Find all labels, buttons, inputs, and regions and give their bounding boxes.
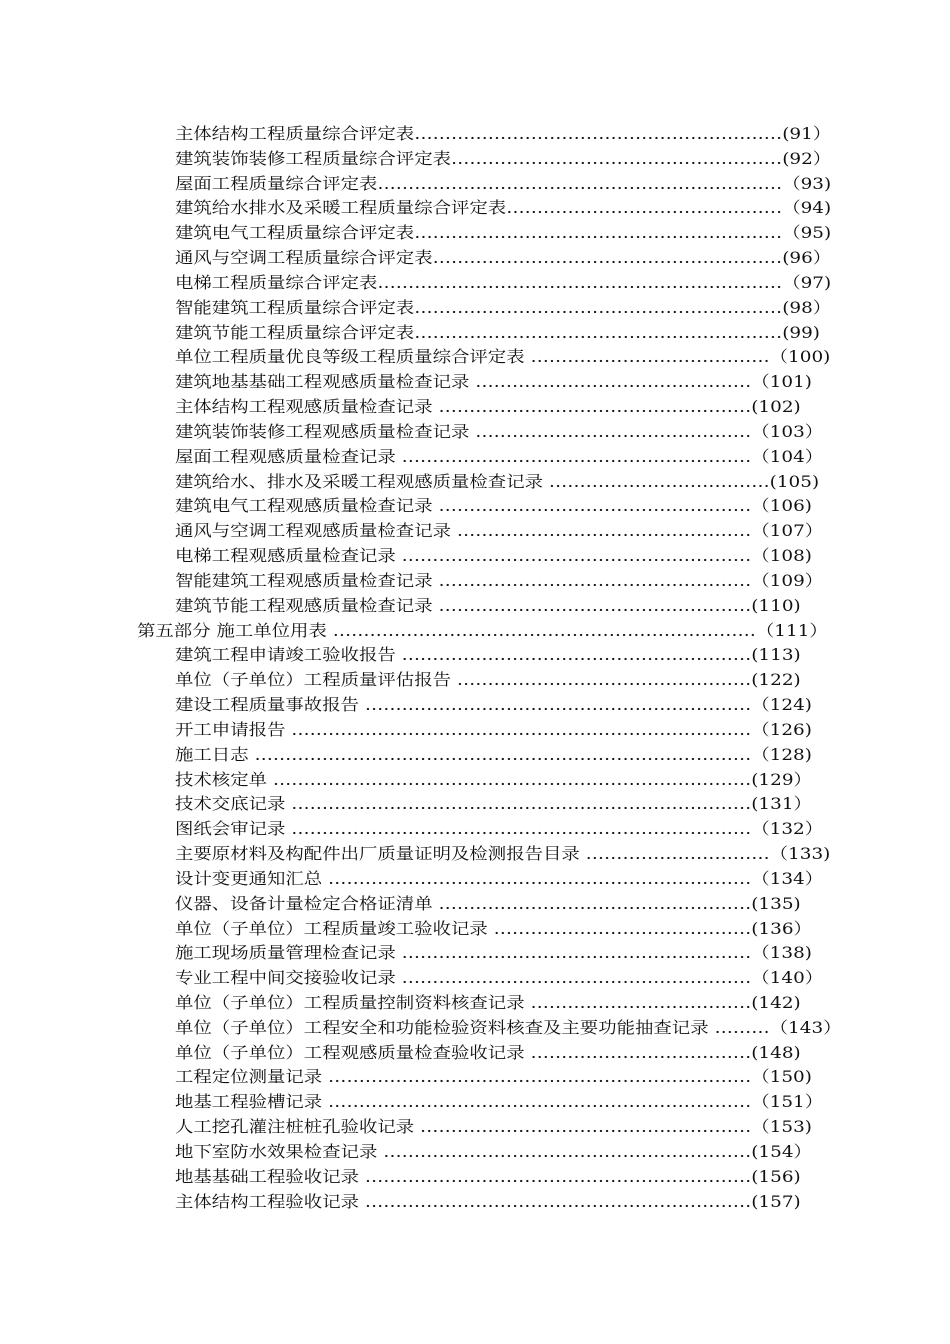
- toc-entry: [0, 941, 950, 966]
- toc-entry: [0, 147, 950, 172]
- toc-entry-text: 单位（子单位）工程质量控制资料核查记录 ………………………………(142): [175, 992, 801, 1012]
- toc-entry-text: 屋面工程观感质量检查记录 …………………………………………………（104）: [175, 446, 824, 466]
- toc-entry: [0, 842, 950, 867]
- toc-entry: [0, 1165, 950, 1190]
- toc-entry: [0, 917, 950, 942]
- toc-entry: [0, 643, 950, 668]
- toc-entry: [0, 1065, 950, 1090]
- toc-entry-text: 工程定位测量记录 ……………………………………………………………（150): [175, 1067, 812, 1087]
- toc-entry-text: 设计变更通知汇总 ……………………………………………………………（134）: [175, 868, 824, 888]
- toc-entry-text: 单位工程质量优良等级工程质量综合评定表 …………………………………（100): [175, 347, 831, 367]
- toc-entry: [0, 1016, 950, 1041]
- toc-entry-text: 主要原材料及构配件出厂质量证明及检测报告目录 …………………………（133): [175, 844, 831, 864]
- toc-entry-text: 地下室防水效果检查记录 ……………………………………………………(154）: [175, 1141, 812, 1161]
- toc-entry-text: 建筑节能工程观感质量检查记录 ……………………………………………(110): [175, 595, 801, 615]
- toc-entry-text: 技术核定单 ……………………………………………………………………(129）: [175, 769, 812, 789]
- toc-part-heading: [0, 619, 950, 644]
- toc-entry: [0, 1140, 950, 1165]
- toc-entry: [0, 296, 950, 321]
- toc-entry-text: 建筑装饰装修工程观感质量检查记录 ………………………………………（103）: [175, 421, 824, 441]
- toc-entry-text: 建筑电气工程观感质量检查记录 ……………………………………………（106): [175, 496, 812, 516]
- toc-entry: [0, 370, 950, 395]
- table-of-contents: [0, 122, 950, 1214]
- toc-entry: [0, 122, 950, 147]
- toc-entry: [0, 519, 950, 544]
- toc-entry-text: 电梯工程质量综合评定表…………………………………………………………（97): [175, 272, 832, 292]
- toc-entry: [0, 420, 950, 445]
- toc-entry-text: 单位（子单位）工程质量评估报告 …………………………………………(122): [175, 670, 801, 690]
- toc-entry: [0, 817, 950, 842]
- toc-entry: [0, 743, 950, 768]
- toc-entry: [0, 445, 950, 470]
- toc-entry-text: 建设工程质量事故报告 ………………………………………………………（124): [175, 695, 812, 715]
- toc-entry-text: 智能建筑工程观感质量检查记录 ……………………………………………（109）: [175, 570, 824, 590]
- toc-entry-text: 单位（子单位）工程观感质量检查验收记录 ………………………………(148): [175, 1042, 801, 1062]
- toc-entry: [0, 792, 950, 817]
- toc-entry-text: 主体结构工程质量综合评定表……………………………………………………(91）: [175, 124, 832, 143]
- toc-entry-text: 施工日志 ………………………………………………………………………（128): [175, 744, 812, 764]
- toc-entry: [0, 172, 950, 197]
- toc-entry: [0, 768, 950, 793]
- toc-entry-text: 建筑工程申请竣工验收报告 …………………………………………………(113): [175, 645, 801, 665]
- toc-entry-text: 建筑电气工程质量综合评定表……………………………………………………（95): [175, 223, 832, 243]
- toc-entry-text: 地基工程验槽记录 ……………………………………………………………（151）: [175, 1092, 824, 1112]
- toc-entry: [0, 867, 950, 892]
- toc-entry-text: 主体结构工程观感质量检查记录 ……………………………………………(102): [175, 397, 801, 417]
- toc-entry: [0, 321, 950, 346]
- toc-entry: [0, 693, 950, 718]
- toc-entry-text: 第五部分 施工单位用表 ……………………………………………………………（111）: [137, 620, 828, 640]
- toc-entry: [0, 991, 950, 1016]
- toc-entry: [0, 395, 950, 420]
- toc-entry: [0, 470, 950, 495]
- toc-entry: [0, 668, 950, 693]
- toc-entry: [0, 569, 950, 594]
- toc-entry: [0, 494, 950, 519]
- toc-entry: [0, 544, 950, 569]
- toc-entry-text: 仪器、设备计量检定合格证清单 ……………………………………………(135): [175, 893, 801, 913]
- toc-entry: [0, 246, 950, 271]
- toc-entry-text: 建筑装饰装修工程质量综合评定表………………………………………………(92）: [175, 148, 832, 168]
- toc-entry-text: 地基基础工程验收记录 ………………………………………………………(156): [175, 1166, 801, 1186]
- toc-entry: [0, 1115, 950, 1140]
- toc-entry: [0, 271, 950, 296]
- toc-entry-text: 单位（子单位）工程安全和功能检验资料核查及主要功能抽查记录 ………（143）: [175, 1017, 842, 1037]
- toc-entry-text: 屋面工程质量综合评定表…………………………………………………………（93): [175, 173, 832, 193]
- toc-entry: [0, 196, 950, 221]
- toc-entry-text: 建筑地基基础工程观感质量检查记录 ………………………………………（101): [175, 372, 812, 392]
- toc-entry: [0, 1041, 950, 1066]
- toc-entry: [0, 966, 950, 991]
- toc-entry-text: 主体结构工程验收记录 ………………………………………………………(157): [175, 1191, 801, 1211]
- toc-entry-text: 电梯工程观感质量检查记录 …………………………………………………（108): [175, 546, 812, 566]
- toc-entry-text: 技术交底记录 …………………………………………………………………(131）: [175, 794, 812, 814]
- toc-entry-text: 施工现场质量管理检查记录 …………………………………………………（138): [175, 943, 812, 963]
- toc-entry-text: 通风与空调工程观感质量检查记录 …………………………………………（107）: [175, 521, 824, 541]
- toc-entry-text: 建筑节能工程质量综合评定表……………………………………………………(99): [175, 322, 820, 342]
- toc-entry-text: 图纸会审记录 …………………………………………………………………（132）: [175, 819, 824, 839]
- toc-entry: [0, 594, 950, 619]
- toc-entry-text: 专业工程中间交接验收记录 …………………………………………………（140）: [175, 968, 824, 988]
- toc-entry: [0, 1090, 950, 1115]
- toc-entry-text: 人工挖孔灌注桩桩孔验收记录 ………………………………………………（153): [175, 1117, 812, 1137]
- toc-entry: [0, 892, 950, 917]
- toc-entry-text: 建筑给水排水及采暖工程质量综合评定表………………………………………（94): [175, 198, 832, 218]
- toc-entry-text: 开工申请报告 …………………………………………………………………（126): [175, 719, 812, 739]
- toc-entry-text: 建筑给水、排水及采暖工程观感质量检查记录 ………………………………(105): [175, 471, 820, 491]
- toc-entry: [0, 718, 950, 743]
- toc-entry: [0, 221, 950, 246]
- toc-entry: [0, 1190, 950, 1215]
- toc-entry-text: 通风与空调工程质量综合评定表…………………………………………………(96）: [175, 248, 832, 268]
- toc-entry: [0, 345, 950, 370]
- toc-entry-text: 单位（子单位）工程质量竣工验收记录 ……………………………………(136）: [175, 918, 812, 938]
- toc-entry-text: 智能建筑工程质量综合评定表……………………………………………………(98）: [175, 297, 832, 317]
